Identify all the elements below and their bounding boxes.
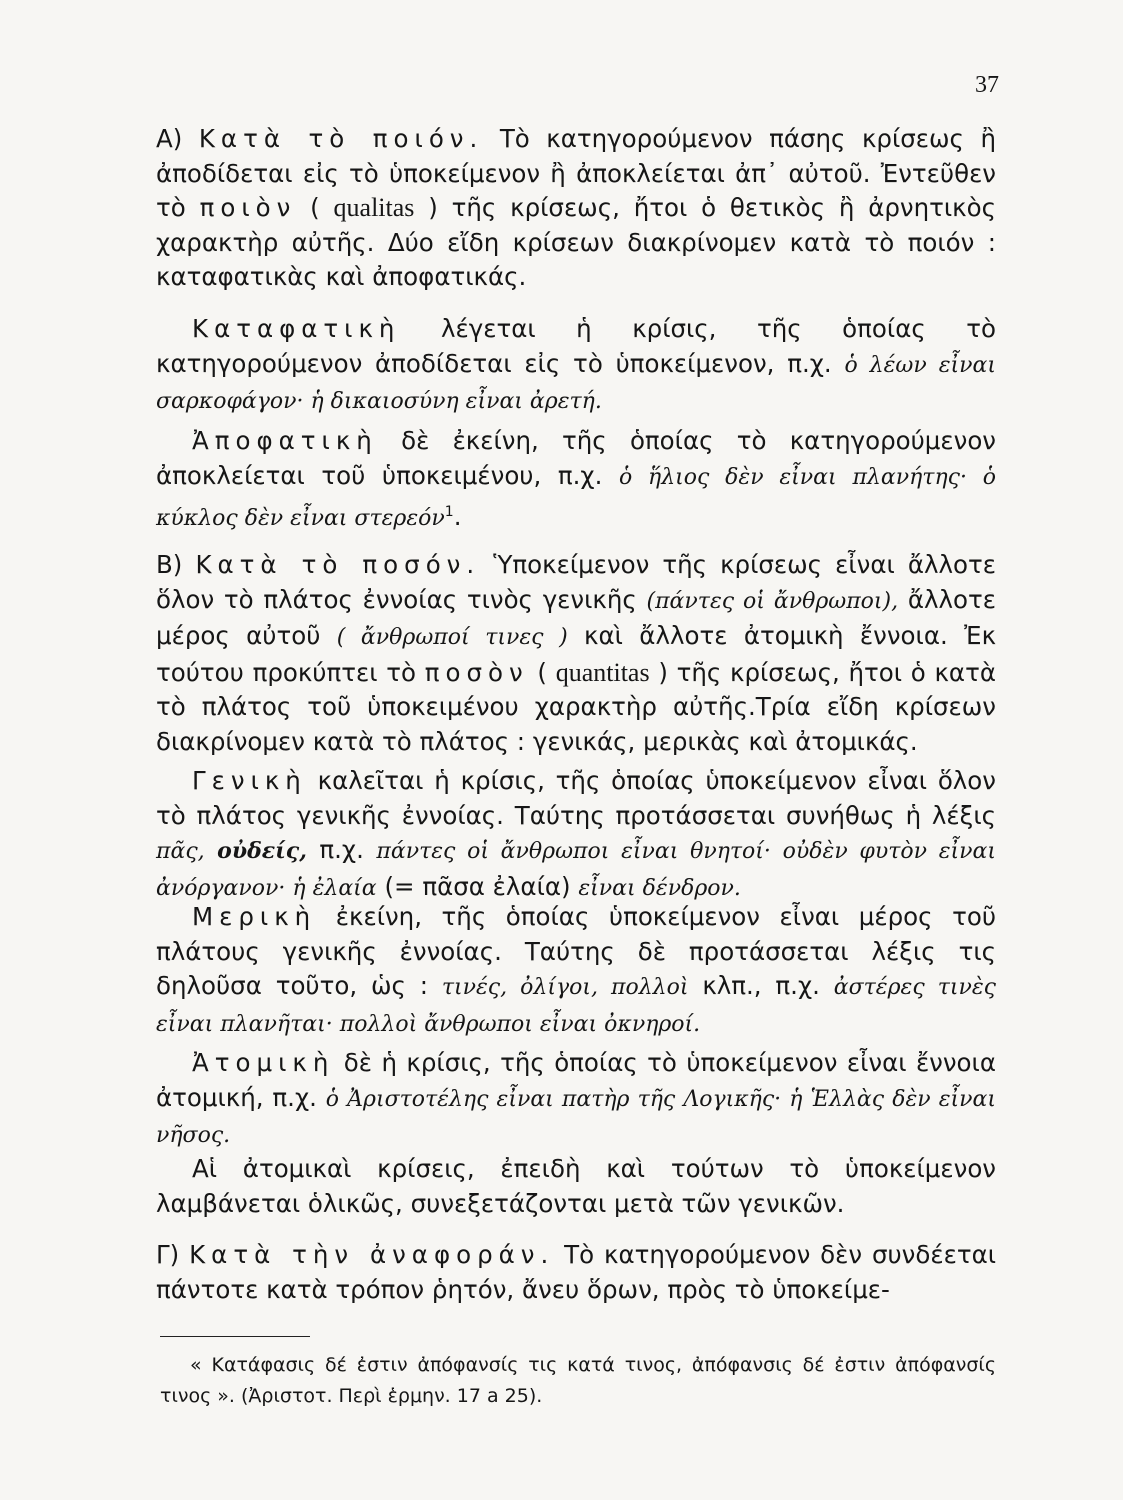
term-poion: ποιὸν bbox=[199, 193, 297, 222]
page-number: 37 bbox=[975, 72, 999, 98]
term-poson: ποσὸν bbox=[424, 657, 529, 687]
footnote-reference: 1 bbox=[444, 504, 454, 520]
negative-text: δὲ ἐκείνη, τῆς ὁποίας τὸ κατηγορούμενον ἀποκλείεται τοῦ ὑποκειμένου, π.χ. bbox=[156, 426, 996, 490]
section-c-text: Τὸ κατηγορούμενον δὲν συνδέεται πάντοτε κατὰ τρόπον ῥητόν, ἄνευ ὅρων, πρὸς τὸ ὑποκείμε- bbox=[156, 1240, 997, 1304]
general-example: εἶναι δένδρον. bbox=[578, 875, 741, 901]
latin-quantitas: quantitas bbox=[555, 657, 650, 687]
section-a-text: ) τῆς κρίσεως, ἤτοι ὁ θετικὸς ἢ ἀρνητικὸς χαρακτὴρ αὐτῆς. Δύο εἴδη κρίσεων διακρίνομεν κατὰ τὸ ποιόν : καταφατικὰς καὶ ἀποφατικάς. bbox=[156, 193, 996, 291]
section-b-text: ἄλλοτε μέρος αὐτοῦ bbox=[156, 584, 997, 650]
section-b-text: ) τῆς κρίσεως, ἤτοι ὁ κατὰ τὸ πλάτος τοῦ ὑποκειμένου χαρακτὴρ αὐτῆς.Τρία εἴδη κρίσεων διακρίνομεν κατὰ τὸ πλάτος : γενικάς, μερικὰς καὶ ἀτομικάς. bbox=[156, 657, 996, 756]
term-individual: Ἀτομικὴ bbox=[192, 1048, 335, 1077]
negative-end: . bbox=[453, 502, 462, 532]
affirmative-example: ὁ λέων εἶναι σαρκοφάγον· ἡ δικαιοσύνη εἶναι ἀρετή. bbox=[156, 352, 996, 414]
word-pas: πᾶς, bbox=[156, 839, 205, 864]
term-negative: Ἀποφατικὴ bbox=[192, 426, 378, 455]
section-b-example: ( ἄνθρωποί τινες ) bbox=[336, 625, 568, 650]
affirmative-text: λέγεται ἡ κρίσις, τῆς ὁποίας τὸ κατηγορούμενον ἀποδίδεται εἰς τὸ ὑποκείμενον, π.χ. bbox=[156, 314, 996, 378]
individual-example: ὁ Ἀριστοτέλης εἶναι πατὴρ τῆς Λογικῆς· ἡ Ἑλλὰς δὲν εἶναι νῆσος. bbox=[156, 1086, 997, 1148]
section-b-paragraph bbox=[156, 548, 996, 759]
general-text: (= πᾶσα ἐλαία) bbox=[376, 871, 579, 901]
affirmative-paragraph bbox=[156, 312, 996, 420]
partial-words: τινές, ὀλίγοι, πολλοὶ bbox=[441, 975, 689, 1000]
negative-example: ὁ ἥλιος δὲν εἶναι πλανήτης· ὁ κύκλος δὲν εἶναι στερεόν bbox=[156, 464, 997, 532]
partial-paragraph bbox=[156, 900, 996, 1042]
section-c-marker: Γ) bbox=[156, 1240, 190, 1269]
individual-note-paragraph: Αἱ ἀτομικαὶ κρίσεις, ἐπειδὴ καὶ τούτων τὸ ὑποκείμενον λαμβάνεται ὁλικῶς, συνεξετάζονται μετὰ τῶν γενικῶν. bbox=[156, 1154, 996, 1218]
word-oudeis: οὐδείς, bbox=[217, 838, 307, 864]
general-example: πάντες οἱ ἄνθρωποι εἶναι θνητοί· οὐδὲν φυτὸν εἶναι ἀνόργανον· ἡ ἐλαία bbox=[156, 839, 996, 901]
partial-text: κλπ., π.χ. bbox=[688, 971, 834, 1000]
section-b-example: (πάντες οἱ ἄνθρωποι), bbox=[646, 588, 899, 614]
partial-example: ἀστέρες τινὲς εἶναι πλανῆται· πολλοὶ ἄνθρωποι εἶναι ὀκνηροί. bbox=[156, 975, 997, 1037]
general-text: καλεῖται ἡ κρίσις, τῆς ὁποίας ὑποκείμενον εἶναι ὅλον τὸ πλάτος γενικῆς ἐννοίας. Ταύτης προτάσσεται συνήθως ἡ λέξις bbox=[156, 766, 996, 830]
section-b-marker: Β) bbox=[156, 550, 196, 579]
section-a-text: Τὸ κατηγορούμενον πάσης κρίσεως ἢ ἀποδίδεται εἰς τὸ ὑποκείμενον ἢ ἀποκλείεται ἀπ᾽ αὐτοῦ. Ἐντεῦθεν τὸ bbox=[156, 124, 996, 222]
section-b-text: ( bbox=[528, 657, 556, 687]
term-affirmative: Καταφατικὴ bbox=[192, 314, 401, 343]
general-text: π.χ. bbox=[306, 835, 377, 864]
partial-text: ἐκείνη, τῆς ὁποίας ὑποκείμενον εἶναι μέρος τοῦ πλάτους γενικῆς ἐννοίας. Ταύτης δὲ προτάσσεται λέξις τις δηλοῦσα τοῦτο, ὡς : bbox=[156, 902, 996, 1000]
individual-text: δὲ ἡ κρίσις, τῆς ὁποίας τὸ ὑποκείμενον εἶναι ἔννοια ἀτομική, π.χ. bbox=[156, 1048, 996, 1112]
section-a-heading: Κατὰ τὸ ποιόν. bbox=[198, 124, 484, 153]
negative-paragraph bbox=[156, 424, 996, 537]
latin-qualitas: qualitas bbox=[333, 193, 415, 222]
footnote: « Κατάφασις δέ ἐστιν ἀπόφανσίς τις κατά τινος, ἀπόφανσις δέ ἐστιν ἀπόφανσίς τινος ». (Ἀριστοτ. Περὶ ἑρμην. 17 a 25). bbox=[160, 1354, 996, 1407]
section-b-heading: Κατὰ τὸ ποσόν. bbox=[195, 550, 481, 579]
section-b-text: καὶ ἄλλοτε ἀτομικὴ ἔννοια. Ἐκ τούτου προκύπτει τὸ bbox=[156, 621, 997, 687]
term-general: Γενικὴ bbox=[192, 766, 307, 795]
section-b-text: Ὑποκείμενον τῆς κρίσεως εἶναι ἄλλοτε ὅλον τὸ πλάτος ἐννοίας τινὸς γενικῆς bbox=[156, 550, 996, 614]
term-partial: Μερικὴ bbox=[192, 902, 317, 931]
footnote-divider bbox=[160, 1336, 310, 1337]
section-a-paragraph bbox=[156, 122, 996, 295]
section-a-text: ( bbox=[296, 193, 334, 222]
section-c-paragraph bbox=[156, 1238, 996, 1307]
general-paragraph bbox=[156, 764, 996, 906]
section-c-heading: Κατὰ τὴν ἀναφοράν. bbox=[189, 1240, 555, 1269]
section-a-marker: Α) bbox=[156, 124, 199, 153]
individual-paragraph bbox=[156, 1046, 996, 1154]
